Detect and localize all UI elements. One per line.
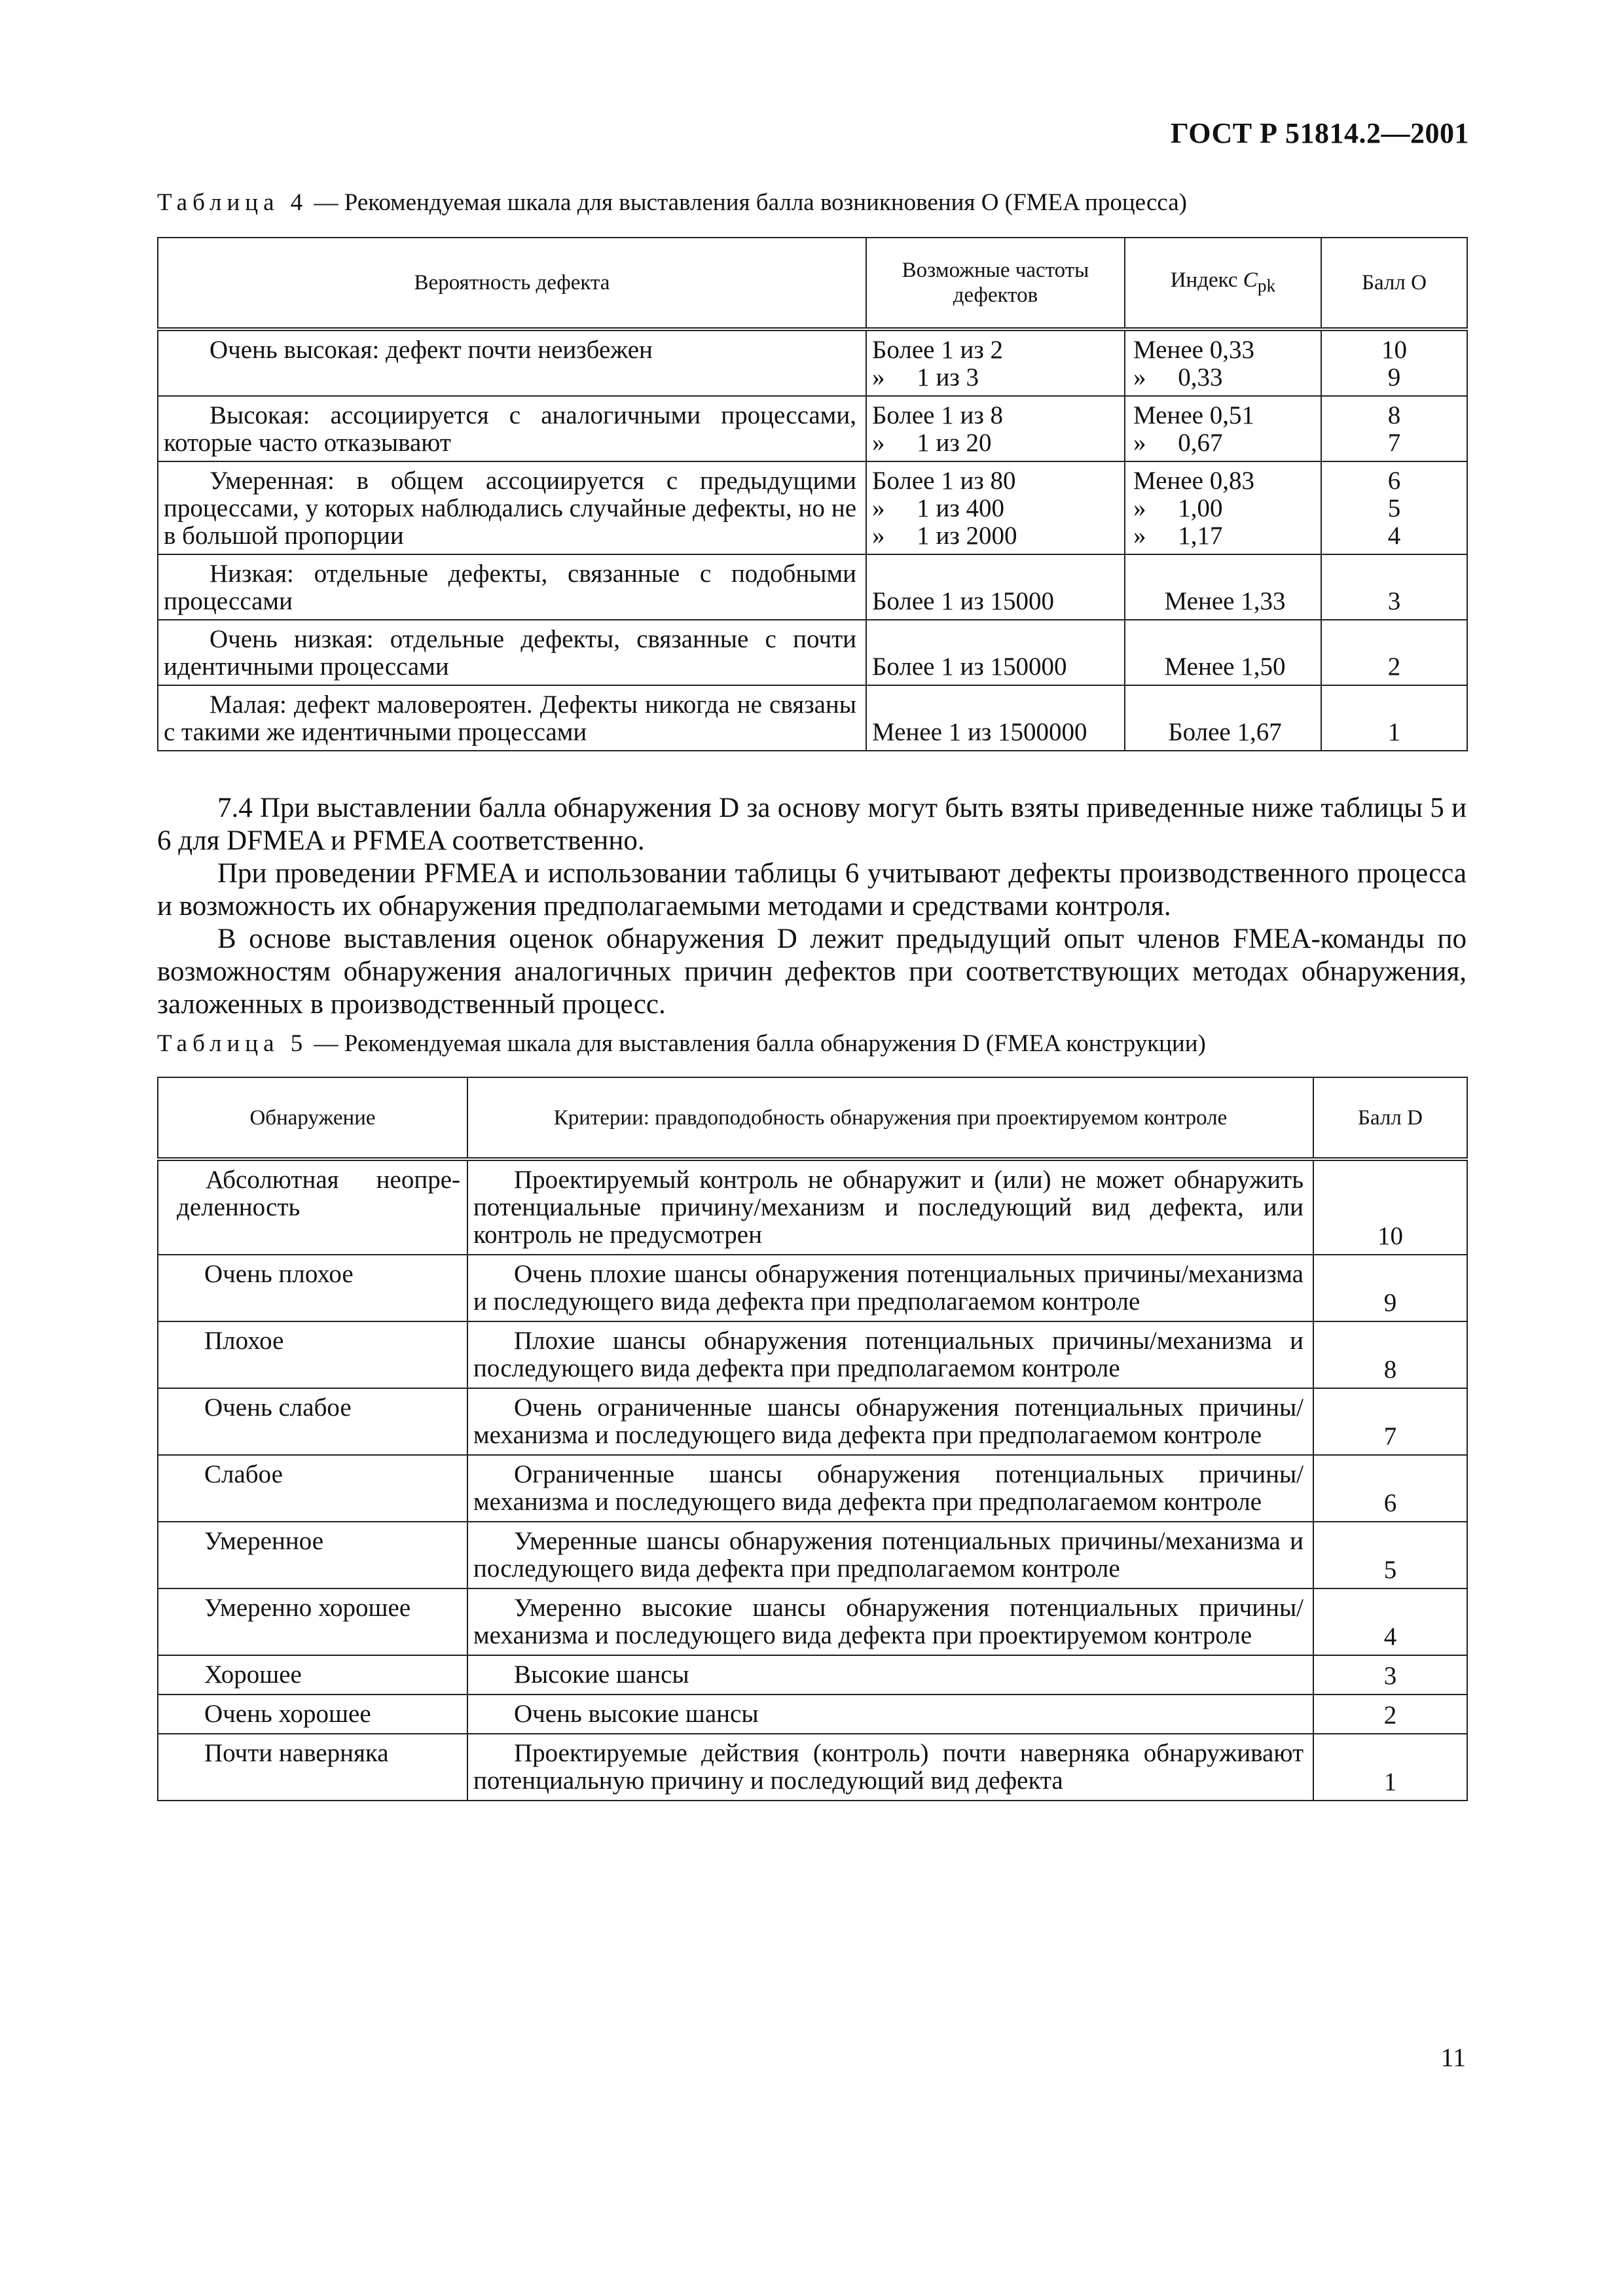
probability-text: Высокая: ассоциируется с аналогичными процессами, которые часто отказывают [164,401,856,457]
table5-row [158,1695,1467,1734]
cpk-cell [1125,620,1321,685]
detection-cell: Слабое [158,1455,467,1522]
criteria-cell [467,1522,1313,1588]
table4-row [158,685,1467,751]
score-cell: 8 [1313,1321,1467,1388]
detection-cell: Плохое [158,1321,467,1388]
frequency-cell [866,554,1125,620]
table5-caption-label: Таблица 5 [157,1030,308,1057]
table4-row [158,329,1467,396]
score-cell: 1 [1313,1734,1467,1801]
criteria-text: Очень высокие шансы [514,1700,759,1728]
score-line: 4 [1387,522,1401,550]
score-cell: 10 [1313,1159,1467,1255]
criteria-text: Высокие шансы [514,1660,689,1689]
detection-cell: Умеренное [158,1522,467,1588]
cpk-cell [1125,329,1321,396]
cpk-line: Менее 1,50 [1164,653,1286,681]
score-cell [1321,554,1467,620]
frequency-line: » 1 из 2000 [872,522,1017,550]
table4-header-probability: Вероятность дефекта [158,238,866,329]
frequency-cell [866,685,1125,751]
frequency-cell [866,620,1125,685]
table4-row [158,461,1467,554]
table4 [157,237,1468,751]
probability-cell [158,554,866,620]
detection-cell: Очень хорошее [158,1695,467,1734]
criteria-cell [467,1655,1313,1695]
paragraph-pfmea [157,857,1467,923]
detection-cell: Почти наверняка [158,1734,467,1801]
paragraph-text: 7.4 При выставлении балла обнаружения D за основу могут быть взяты приведенные ниже таблицы 5 и 6 для DFMEA и PFMEA соответственно. [157,793,1467,856]
cpk-line: » 0,33 [1133,363,1223,391]
probability-cell [158,461,866,554]
score-line: 7 [1387,429,1401,457]
table5-header-criteria: Критерии: правдоподобность обнаружения при проектируемом контроле [467,1077,1313,1159]
score-line: 2 [1387,653,1401,681]
frequency-line: Более 1 из 150000 [872,653,1067,681]
table4-header-frequency: Возможные частоты дефектов [866,238,1125,329]
table4-caption-label: Таблица 4 [157,189,308,216]
table5-row [158,1455,1467,1522]
table4-caption [157,188,1187,217]
paragraph-text: В основе выставления оценок обнаружения D лежит предыдущий опыт членов FMEA-команды по возможностям обнаружения аналогичных причин дефектов при соответствующих методах обнаружения, заложенных в производственный процесс. [157,924,1467,1020]
detection-cell: Абсолютная неопре-деленность [158,1159,467,1255]
probability-cell [158,685,866,751]
frequency-line: Более 1 из 2 [872,336,1003,364]
score-cell: 9 [1313,1255,1467,1321]
score-line: 9 [1387,363,1401,391]
frequency-cell [866,329,1125,396]
criteria-text: Очень ограниченные шансы обнаружения потенциальных причины/механизма и последующего вида дефекта при предполагаемом контроле [473,1393,1304,1449]
detection-cell: Умеренно хорошее [158,1588,467,1655]
cpk-line: Менее 0,83 [1133,467,1254,495]
table5-row [158,1321,1467,1388]
cpk-line: Менее 0,33 [1133,336,1254,364]
table4-header-cpk [1125,238,1321,329]
criteria-cell [467,1255,1313,1321]
cpk-cell [1125,396,1321,461]
score-line: 8 [1387,401,1401,429]
cpk-line: Более 1,67 [1168,718,1282,746]
table4-row [158,554,1467,620]
criteria-text: Проектируемый контроль не обнаружит и (или) не может обнаружить потенциальные причину/механизм и последующий вид дефекта, или контроль не предусмотрен [473,1166,1304,1249]
table4-caption-text: — Рекомендуемая шкала для выставления балла возникновения O (FMEA процесса) [308,189,1187,216]
criteria-text: Умеренные шансы обнаружения потенциальных причины/механизма и последующего вида дефекта при предполагаемом контроле [473,1527,1304,1583]
criteria-cell [467,1734,1313,1801]
table5-header-score: Балл D [1313,1077,1467,1159]
score-line: 5 [1387,494,1401,522]
score-line: 6 [1387,467,1401,495]
cpk-line: » 1,00 [1133,494,1223,522]
cpk-line: » 0,67 [1133,429,1223,457]
probability-text: Очень высокая: дефект почти неизбежен [210,336,653,364]
cpk-subscript: pk [1257,275,1276,296]
score-cell: 6 [1313,1455,1467,1522]
table5-row [158,1734,1467,1801]
score-cell [1321,329,1467,396]
score-line: 10 [1381,336,1407,364]
detection-cell: Очень слабое [158,1388,467,1455]
paragraph-7-4 [157,792,1467,857]
probability-cell [158,329,866,396]
criteria-cell [467,1455,1313,1522]
criteria-text: Ограниченные шансы обнаружения потенциальных причины/механизма и последующего вида дефекта при предполагаемом контроле [473,1460,1304,1516]
table5-row [158,1388,1467,1455]
cpk-cell [1125,554,1321,620]
cpk-cell [1125,461,1321,554]
criteria-cell [467,1159,1313,1255]
probability-text: Очень низкая: отдельные дефекты, связанные с почти идентичными процессами [164,625,856,681]
score-cell [1321,685,1467,751]
cpk-line: Менее 0,51 [1133,401,1254,429]
frequency-line: » 1 из 400 [872,494,1005,522]
score-line: 1 [1387,718,1401,746]
table5-row [158,1159,1467,1255]
score-cell: 4 [1313,1588,1467,1655]
cpk-cell [1125,685,1321,751]
frequency-line: Более 1 из 15000 [872,587,1054,615]
document-id: ГОСТ Р 51814.2—2001 [1170,117,1469,149]
frequency-cell [866,396,1125,461]
probability-cell [158,396,866,461]
table4-row [158,396,1467,461]
criteria-text: Плохие шансы обнаружения потенциальных причины/механизма и последующего вида дефекта при предполагаемом контроле [473,1327,1304,1382]
score-cell: 3 [1313,1655,1467,1695]
frequency-line: Более 1 из 80 [872,467,1016,495]
detection-cell: Очень плохое [158,1255,467,1321]
table5-row [158,1588,1467,1655]
score-cell: 7 [1313,1388,1467,1455]
criteria-text: Умеренно высокие шансы обнаружения потенциальных причины/механизма и последующего вида дефекта при проектируемом контроле [473,1594,1304,1649]
frequency-cell [866,461,1125,554]
probability-text: Малая: дефект маловероятен. Дефекты никогда не связаны с такими же идентичными процессами [164,691,856,746]
detection-cell: Хорошее [158,1655,467,1695]
score-cell [1321,620,1467,685]
table5-row [158,1255,1467,1321]
criteria-cell [467,1695,1313,1734]
table5-header-row [158,1077,1467,1159]
table4-header-score: Балл O [1321,238,1467,329]
frequency-line: » 1 из 20 [872,429,992,457]
cpk-symbol: C [1243,268,1258,292]
table5-row [158,1522,1467,1588]
cpk-prefix: Индекс [1170,268,1243,292]
table5-caption-text: — Рекомендуемая шкала для выставления балла обнаружения D (FMEA конструкции) [308,1030,1206,1057]
cpk-line: » 1,17 [1133,522,1223,550]
score-cell [1321,461,1467,554]
criteria-text: Очень плохие шансы обнаружения потенциальных причины/механизма и последующего вида дефекта при предполагаемом контроле [473,1260,1304,1316]
criteria-cell [467,1388,1313,1455]
table5 [157,1077,1468,1801]
paragraph-fmea-team [157,923,1467,1021]
criteria-cell [467,1588,1313,1655]
probability-text: Низкая: отдельные дефекты, связанные с подобными процессами [164,560,856,615]
table5-header-detection: Обнаружение [158,1077,467,1159]
page-number: 11 [1440,2043,1466,2072]
frequency-line: Более 1 из 8 [872,401,1003,429]
score-line: 3 [1387,587,1401,615]
table5-caption [157,1030,1206,1058]
criteria-cell [467,1321,1313,1388]
table4-header-row [158,238,1467,329]
probability-text: Умеренная: в общем ассоциируется с предыдущими процессами, у которых наблюдались случайные дефекты, но не в большой пропорции [164,467,856,550]
score-cell: 2 [1313,1695,1467,1734]
table4-row [158,620,1467,685]
frequency-line: » 1 из 3 [872,363,979,391]
score-cell [1321,396,1467,461]
paragraph-text: При проведении PFMEA и использовании таблицы 6 учитывают дефекты производственного процесса и возможность их обнаружения предполагаемыми методами и средствами контроля. [157,858,1467,922]
table5-row [158,1655,1467,1695]
frequency-line: Менее 1 из 1500000 [872,718,1087,746]
probability-cell [158,620,866,685]
score-cell: 5 [1313,1522,1467,1588]
cpk-line: Менее 1,33 [1164,587,1286,615]
criteria-text: Проектируемые действия (контроль) почти наверняка обнаруживают потенциальную причину и последующий вид дефекта [473,1739,1304,1795]
